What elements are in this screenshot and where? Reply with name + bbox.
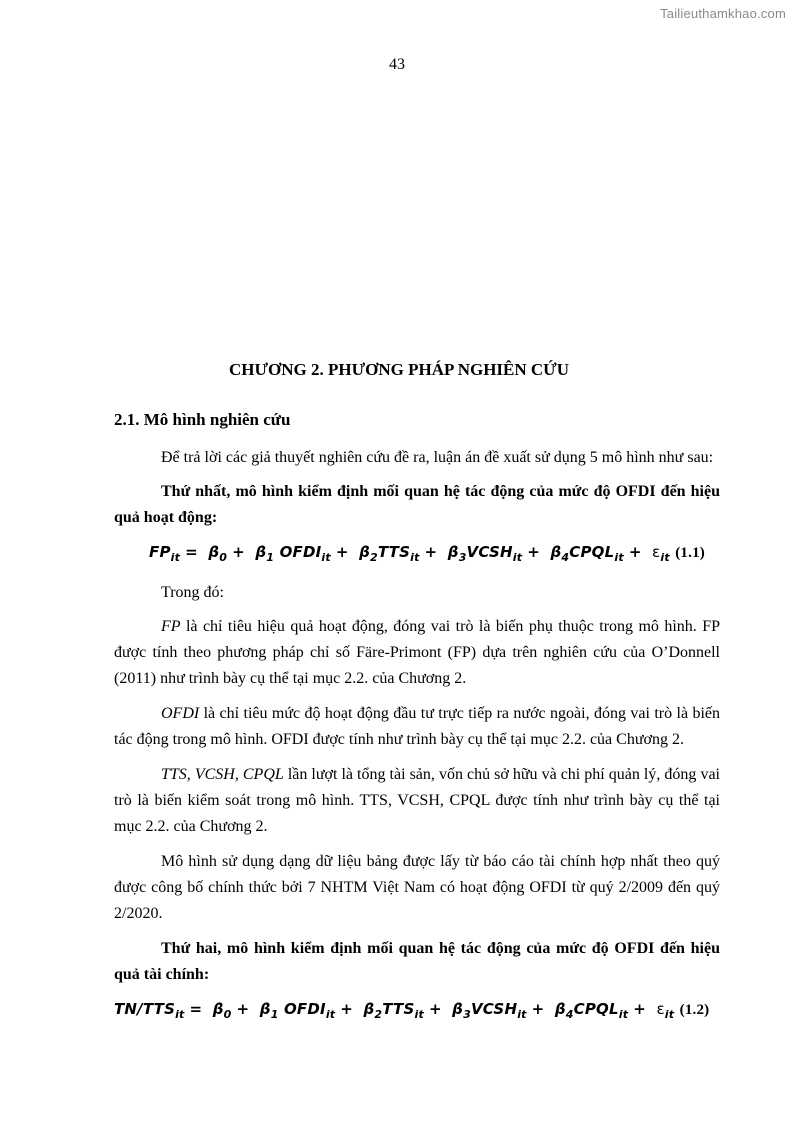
equation-1-2-label: (1.2) <box>679 1002 710 1018</box>
model1-heading: Thứ nhất, mô hình kiểm định mối quan hệ tác động của mức độ OFDI đến hiệu quả hoạt động: <box>114 483 720 526</box>
equation-1-1: $FP_{it} = \beta_0 + \beta_1$ $OFDI_{it} + \beta_2TTS_{it}$ + $\beta_3VCSH_{it}$ + $\beta_4CPQL_{it} + \varepsilon_{it}$ (1.1) <box>149 543 705 564</box>
equation-1-1-label: (1.1) <box>675 545 705 561</box>
chapter-title: CHƯƠNG 2. PHƯƠNG PHÁP NGHIÊN CỨU <box>229 360 569 379</box>
page-number: 43 <box>389 56 405 73</box>
data-description: Mô hình sử dụng dạng dữ liệu bảng được lấy từ báo cáo tài chính hợp nhất theo quý được công bố chính thức bởi 7 NHTM Việt Nam có hoạt động OFDI từ quý 2/2009 đến quý 2/2020. <box>114 853 720 922</box>
fp-definition: FP là chỉ tiêu hiệu quả hoạt động, đóng vai trò là biến phụ thuộc trong mô hình. FP được tính theo phương pháp chỉ số Färe-Primont (FP) dựa trên nghiên cứu của O’Donnell (2011) như trình bày cụ thể tại mục 2.2. của Chương 2. <box>114 618 720 687</box>
eq2-lhs: TN/TTS <box>114 1000 176 1018</box>
document-body <box>114 445 720 1037</box>
section-heading: 2.1. Mô hình nghiên cứu <box>114 410 291 429</box>
equation-1-2: $TN/TTS_{it} = \beta_0 + \beta_1$ $OFDI_{it} + \beta_2TTS_{it}$ + $\beta_3VCSH_{it}$ + $\beta_4CPQL_{it} + \varepsilon_{it}$ (1.2) <box>114 1000 710 1021</box>
intro-paragraph: Để trả lời các giả thuyết nghiên cứu đề ra, luận án đề xuất sử dụng 5 mô hình như sau: <box>161 449 714 466</box>
where-label: Trong đó: <box>161 584 224 601</box>
control-variables-definition: TTS, VCSH, CPQL lần lượt là tổng tài sản, vốn chủ sở hữu và chi phí quản lý, đóng vai trò là biến kiểm soát trong mô hình. TTS, VCSH, CPQL được tính như trình bày cụ thể tại mục 2.2. của Chương 2. <box>114 766 720 835</box>
watermark: Tailieuthamkhao.com <box>660 6 786 21</box>
ofdi-definition: OFDI là chỉ tiêu mức độ hoạt động đầu tư trực tiếp ra nước ngoài, đóng vai trò là biến tác động trong mô hình. OFDI được tính như trình bày cụ thể tại mục 2.2. của Chương 2. <box>114 705 720 748</box>
model2-heading: Thứ hai, mô hình kiểm định mối quan hệ tác động của mức độ OFDI đến hiệu quả tài chính: <box>114 940 720 983</box>
eq1-lhs: FP <box>149 543 171 561</box>
